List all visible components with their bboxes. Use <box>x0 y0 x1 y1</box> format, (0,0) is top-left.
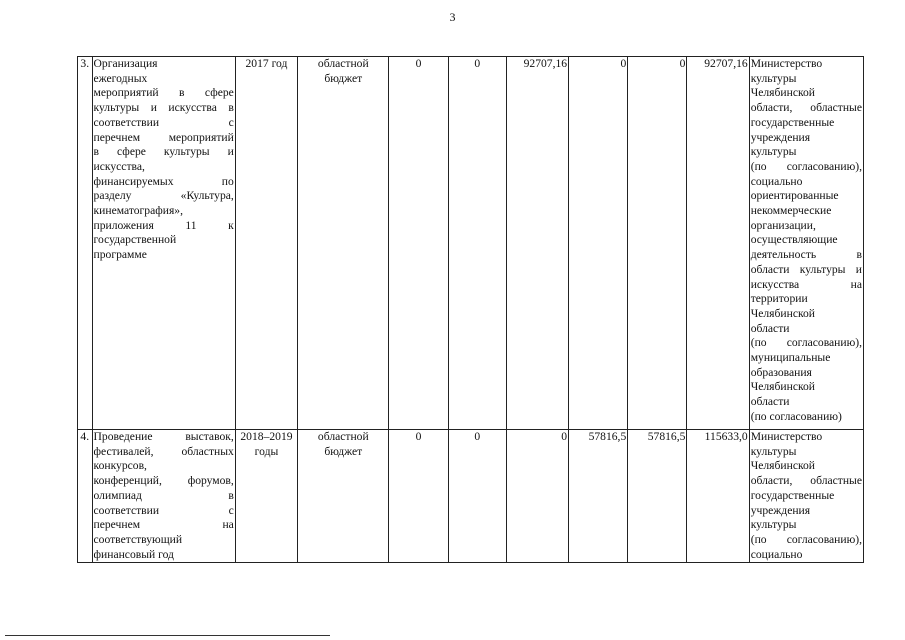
row-number: 3. <box>78 57 93 430</box>
executor-line: организации, <box>750 218 816 232</box>
activity-description <box>92 57 235 430</box>
executor-line: Челябинской <box>750 380 816 394</box>
executor-cell <box>749 57 863 430</box>
executor-line: культуры <box>750 145 797 159</box>
description-line: олимпиад в <box>93 488 234 502</box>
funding-source-line: бюджет <box>324 444 363 458</box>
description-line: разделу «Культура, <box>93 189 234 203</box>
amount-cell: 0 <box>389 57 448 430</box>
description-line: ежегодных <box>93 71 148 85</box>
funding-source-line: бюджет <box>324 71 363 85</box>
executor-line: государственные <box>750 115 835 129</box>
executor-line: социально <box>750 547 803 561</box>
executor-line: муниципальные <box>750 351 831 365</box>
executor-line: учреждения <box>750 130 811 144</box>
executor-line: деятельность в <box>750 248 862 262</box>
description-line: перечнем на <box>93 518 234 532</box>
period-line: 2018–2019 <box>240 430 293 443</box>
description-line: Проведение выставок, <box>93 430 234 443</box>
executor-cell <box>749 430 863 563</box>
page-number: 3 <box>449 10 456 24</box>
period-cell <box>235 57 297 430</box>
amount-cell: 0 <box>389 430 448 563</box>
executor-line: осуществляющие <box>750 233 838 247</box>
executor-line: области культуры и <box>750 262 862 276</box>
description-line: программе <box>93 248 147 262</box>
executor-line: ориентированные <box>750 189 839 203</box>
executor-line: культуры <box>750 444 797 458</box>
executor-line: образования <box>750 365 812 379</box>
funding-source-line: областной <box>317 430 369 443</box>
funding-source-line: областной <box>317 57 369 70</box>
description-line: Организация <box>93 57 158 70</box>
description-line: искусства, <box>93 159 145 173</box>
description-line: кинематография», <box>93 204 183 218</box>
executor-line: (по согласованию), <box>750 532 862 546</box>
description-line: соответствии с <box>93 503 234 517</box>
funding-source-cell <box>298 57 389 430</box>
period-line: годы <box>254 444 279 458</box>
executor-line: Челябинской <box>750 306 816 320</box>
executor-line: области, областные <box>750 474 862 488</box>
amount-cell: 57816,5 <box>628 430 687 563</box>
total-cell: 115633,0 <box>687 430 749 563</box>
executor-line: государственные <box>750 488 835 502</box>
footnote-divider <box>5 635 330 636</box>
program-table <box>77 56 864 563</box>
period-cell <box>235 430 297 563</box>
amount-cell: 0 <box>448 57 506 430</box>
description-line: перечнем мероприятий <box>93 130 234 144</box>
executor-line: учреждения <box>750 503 811 517</box>
amount-cell: 92707,16 <box>506 57 568 430</box>
description-line: приложения 11 к <box>93 218 234 232</box>
executor-line: искусства на <box>750 277 862 291</box>
funding-source-cell <box>298 430 389 563</box>
description-line: в сфере культуры и <box>93 145 234 159</box>
description-line: соответствующий <box>93 532 183 546</box>
executor-line: социально <box>750 174 803 188</box>
table-row <box>78 430 864 563</box>
total-cell: 92707,16 <box>687 57 749 430</box>
executor-line: Челябинской <box>750 86 816 100</box>
executor-line: области, областные <box>750 101 862 115</box>
executor-line: (по согласованию), <box>750 336 862 350</box>
description-line: культуры и искусства в <box>93 101 234 115</box>
row-number: 4. <box>78 430 93 563</box>
executor-line: (по согласованию) <box>750 409 842 423</box>
description-line: соответствии с <box>93 115 234 129</box>
description-line: фестивалей, областных <box>93 444 234 458</box>
executor-line: Челябинской <box>750 459 816 473</box>
executor-line: территории <box>750 292 808 306</box>
executor-line: Министерство <box>750 57 823 70</box>
description-line: финансируемых по <box>93 174 234 188</box>
amount-cell: 0 <box>506 430 568 563</box>
table-row <box>78 57 864 430</box>
executor-line: (по согласованию), <box>750 159 862 173</box>
description-line: финансовый год <box>93 547 174 561</box>
executor-line: области <box>750 395 790 409</box>
description-line: мероприятий в сфере <box>93 86 234 100</box>
amount-cell: 0 <box>448 430 506 563</box>
executor-line: культуры <box>750 71 797 85</box>
executor-line: культуры <box>750 518 797 532</box>
executor-line: Министерство <box>750 430 823 443</box>
amount-cell: 57816,5 <box>569 430 628 563</box>
description-line: конкурсов, <box>93 459 147 473</box>
executor-line: области <box>750 321 790 335</box>
amount-cell: 0 <box>569 57 628 430</box>
description-line: конференций, форумов, <box>93 474 234 488</box>
amount-cell: 0 <box>628 57 687 430</box>
description-line: государственной <box>93 233 177 247</box>
period-line: 2017 год <box>245 57 288 70</box>
activity-description <box>92 430 235 563</box>
executor-line: некоммерческие <box>750 204 832 218</box>
